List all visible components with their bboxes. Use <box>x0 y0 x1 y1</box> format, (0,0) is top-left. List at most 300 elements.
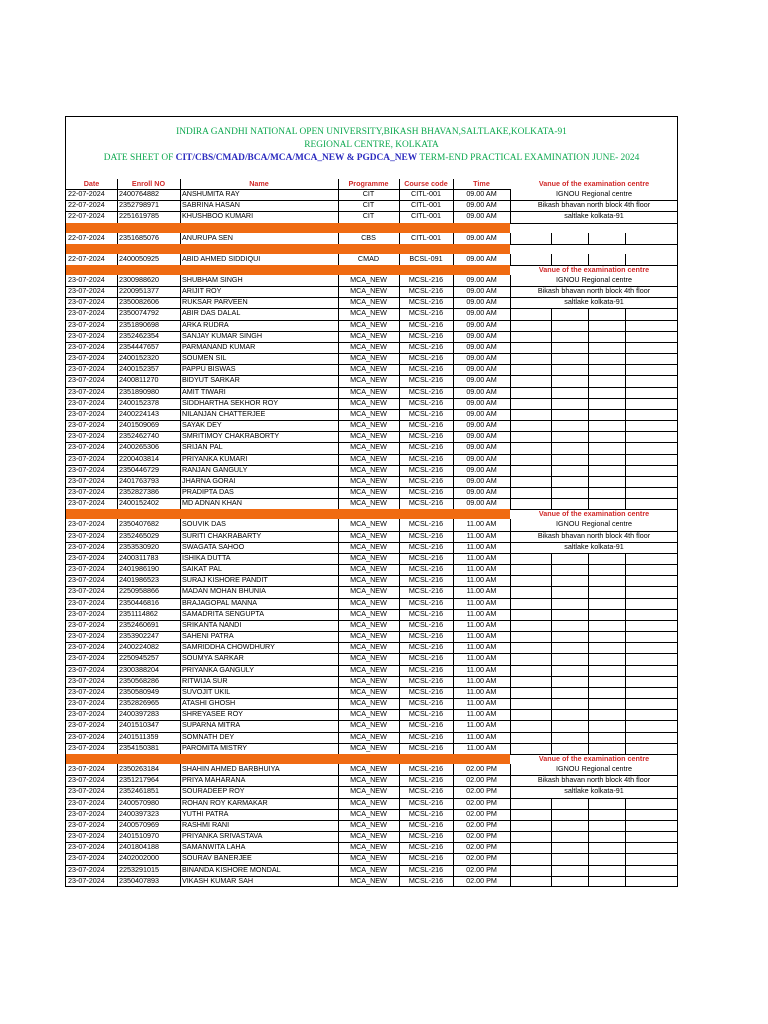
venue-grid-divider <box>551 487 552 498</box>
cell-programme: MCA_NEW <box>350 619 387 629</box>
cell-course-code: MCSL-216 <box>408 397 444 407</box>
cell-enroll-no: 2354447657 <box>119 341 159 351</box>
venue-grid-divider <box>588 720 589 731</box>
cell-name: ISHIKA DUTTA <box>182 552 231 562</box>
cell-date: 23-07-2024 <box>68 297 105 307</box>
venue-grid-divider <box>588 743 589 754</box>
column-divider <box>399 233 400 244</box>
cell-enroll-no: 2400152378 <box>119 397 159 407</box>
venue-grid-divider <box>551 642 552 653</box>
cell-enroll-no: 2350446816 <box>119 597 159 607</box>
cell-time: 09.00 AM <box>466 211 497 221</box>
cell-date: 23-07-2024 <box>68 653 105 663</box>
cell-time: 02.00 PM <box>466 763 497 773</box>
cell-name: ATASHI GHOSH <box>182 698 236 708</box>
cell-time: 09.00 AM <box>466 297 497 307</box>
venue-grid-divider <box>625 665 626 676</box>
cell-programme: MCA_NEW <box>350 375 387 385</box>
cell-course-code: MCSL-216 <box>408 608 444 618</box>
venue-grid-divider <box>625 420 626 431</box>
cell-course-code: MCSL-216 <box>408 709 444 719</box>
cell-course-code: MCSL-216 <box>408 775 444 785</box>
cell-date: 23-07-2024 <box>68 420 105 430</box>
venue-grid-divider <box>551 798 552 809</box>
cell-course-code: MCSL-216 <box>408 731 444 741</box>
column-header-name: Name <box>249 179 269 188</box>
column-divider <box>117 275 118 510</box>
venue-grid-divider <box>588 342 589 353</box>
venue-grid-divider <box>551 743 552 754</box>
venue-grid-divider <box>625 798 626 809</box>
cell-course-code: MCSL-216 <box>408 575 444 585</box>
cell-name: SURAJ KISHORE PANDIT <box>182 575 268 585</box>
venue-grid-divider <box>625 320 626 331</box>
column-divider <box>399 189 400 223</box>
cell-programme: MCA_NEW <box>350 831 387 840</box>
group-separator <box>66 223 510 233</box>
column-divider <box>453 764 454 887</box>
cell-programme: MCA_NEW <box>350 864 387 874</box>
cell-programme: MCA_NEW <box>350 330 387 340</box>
cell-date: 23-07-2024 <box>68 731 105 741</box>
cell-programme: MCA_NEW <box>350 475 387 485</box>
group-separator <box>66 509 510 519</box>
venue-grid-divider <box>625 653 626 664</box>
cell-name: SMRITIMOY CHAKRABORTY <box>182 431 280 441</box>
cell-time: 11.00 AM <box>466 731 497 741</box>
cell-date: 23-07-2024 <box>68 675 105 685</box>
cell-enroll-no: 2350263184 <box>119 763 159 773</box>
cell-enroll-no: 2400570969 <box>119 819 159 829</box>
venue-grid-divider <box>588 831 589 842</box>
cell-programme: MCA_NEW <box>350 775 387 785</box>
cell-programme: MCA_NEW <box>350 709 387 719</box>
cell-date: 22-07-2024 <box>68 232 105 242</box>
venue-grid-divider <box>588 698 589 709</box>
cell-programme: MCA_NEW <box>350 597 387 607</box>
cell-programme: MCA_NEW <box>350 487 387 497</box>
cell-time: 09.00 AM <box>466 286 497 296</box>
cell-date: 23-07-2024 <box>68 819 105 829</box>
venue-top-rule <box>510 244 678 245</box>
venue-grid-divider <box>588 465 589 476</box>
cell-date: 23-07-2024 <box>68 831 105 840</box>
venue-grid-divider <box>625 342 626 353</box>
cell-course-code: MCSL-216 <box>408 842 444 852</box>
venue-grid-divider <box>625 487 626 498</box>
cell-programme: MCA_NEW <box>350 341 387 351</box>
venue-grid-divider <box>588 398 589 409</box>
cell-date: 23-07-2024 <box>68 597 105 607</box>
cell-date: 23-07-2024 <box>68 487 105 497</box>
cell-time: 09.00 AM <box>466 308 497 318</box>
venue-line: IGNOU Regional centre <box>556 763 632 773</box>
cell-course-code: MCSL-216 <box>408 742 444 752</box>
venue-grid-divider <box>625 331 626 342</box>
cell-time: 11.00 AM <box>466 720 497 730</box>
university-title: INDIRA GANDHI NATIONAL OPEN UNIVERSITY,BIKASH BHAVAN,SALTLAKE,KOLKATA-91 <box>176 127 567 137</box>
column-divider <box>399 254 400 265</box>
cell-time: 11.00 AM <box>466 619 497 629</box>
cell-name: SOMNATH DEY <box>182 731 235 741</box>
cell-name: ARKA RUDRA <box>182 319 229 329</box>
column-header-course-code: Course code <box>404 179 448 188</box>
cell-time: 09.00 AM <box>466 353 497 363</box>
venue-grid-divider <box>588 809 589 820</box>
cell-enroll-no: 2350082606 <box>119 297 159 307</box>
cell-date: 23-07-2024 <box>68 475 105 485</box>
column-divider <box>338 275 339 510</box>
cell-date: 22-07-2024 <box>68 253 105 263</box>
cell-date: 23-07-2024 <box>68 575 105 585</box>
cell-time: 09.00 AM <box>466 253 497 263</box>
cell-programme: MCA_NEW <box>350 819 387 829</box>
cell-date: 23-07-2024 <box>68 519 105 529</box>
cell-name: SUPARNA MITRA <box>182 720 241 730</box>
venue-grid-divider <box>588 564 589 575</box>
venue-grid-divider <box>625 831 626 842</box>
cell-course-code: MCSL-216 <box>408 864 444 874</box>
cell-name: SOUVIK DAS <box>182 519 226 529</box>
cell-course-code: MCSL-216 <box>408 797 444 807</box>
cell-enroll-no: 2352827386 <box>119 487 159 497</box>
venue-grid-divider <box>551 331 552 342</box>
cell-date: 23-07-2024 <box>68 330 105 340</box>
venue-grid-divider <box>588 364 589 375</box>
cell-name: KHUSHBOO KUMARI <box>182 211 254 221</box>
cell-time: 11.00 AM <box>466 675 497 685</box>
venue-grid-divider <box>588 431 589 442</box>
venue-grid-divider <box>551 620 552 631</box>
venue-line: IGNOU Regional centre <box>556 274 632 284</box>
cell-name: BRAJAGOPAL MANNA <box>182 597 258 607</box>
venue-line: saltlake kolkata-91 <box>564 786 624 796</box>
cell-name: SANJAY KUMAR SINGH <box>182 330 263 340</box>
cell-date: 23-07-2024 <box>68 541 105 551</box>
cell-time: 02.00 PM <box>466 831 497 840</box>
cell-name: BINANDA KISHORE MONDAL <box>182 864 281 874</box>
column-divider <box>180 189 181 223</box>
cell-name: BIDYUT SARKAR <box>182 375 240 385</box>
venue-grid-divider <box>551 564 552 575</box>
column-divider <box>338 233 339 244</box>
cell-programme: MCA_NEW <box>350 763 387 773</box>
cell-enroll-no: 2400224082 <box>119 642 159 652</box>
cell-programme: MCA_NEW <box>350 386 387 396</box>
cell-time: 09.00 AM <box>466 189 497 198</box>
column-divider <box>510 519 511 754</box>
venue-grid-divider <box>625 620 626 631</box>
venue-grid-divider <box>551 676 552 687</box>
cell-course-code: MCSL-216 <box>408 319 444 329</box>
venue-grid-divider <box>625 431 626 442</box>
venue-grid-divider <box>551 732 552 743</box>
venue-heading: Vanue of the examination centre <box>538 264 650 274</box>
venue-grid-divider <box>625 865 626 876</box>
cell-time: 09.00 AM <box>466 442 497 452</box>
venue-grid-divider <box>588 798 589 809</box>
cell-date: 23-07-2024 <box>68 642 105 652</box>
cell-name: SHREYASEE ROY <box>182 709 243 719</box>
venue-grid-divider <box>588 487 589 498</box>
venue-grid-divider <box>551 709 552 720</box>
cell-course-code: MCSL-216 <box>408 853 444 863</box>
cell-enroll-no: 2351890980 <box>119 386 159 396</box>
venue-grid-divider <box>551 353 552 364</box>
cell-name: SHAHIN AHMED BARBHUIYA <box>182 763 280 773</box>
cell-course-code: MCSL-216 <box>408 530 444 540</box>
cell-programme: MCA_NEW <box>350 519 387 529</box>
cell-course-code: MCSL-216 <box>408 375 444 385</box>
cell-programme: MCA_NEW <box>350 642 387 652</box>
venue-grid-divider <box>625 598 626 609</box>
cell-date: 23-07-2024 <box>68 274 105 284</box>
cell-time: 09.00 AM <box>466 498 497 508</box>
cell-course-code: CITL-001 <box>411 232 441 242</box>
venue-grid-divider <box>625 254 626 265</box>
cell-enroll-no: 2400152357 <box>119 364 159 374</box>
venue-grid-divider <box>551 420 552 431</box>
cell-course-code: MCSL-216 <box>408 519 444 529</box>
cell-time: 11.00 AM <box>466 552 497 562</box>
cell-course-code: MCSL-216 <box>408 642 444 652</box>
cell-name: PRIYANKA SRIVASTAVA <box>182 831 263 840</box>
column-divider <box>117 254 118 265</box>
cell-enroll-no: 2401509069 <box>119 420 159 430</box>
venue-grid-divider <box>625 809 626 820</box>
cell-time: 11.00 AM <box>466 686 497 696</box>
cell-programme: CIT <box>362 200 375 210</box>
cell-name: MD ADNAN KHAN <box>182 498 242 508</box>
cell-date: 23-07-2024 <box>68 664 105 674</box>
cell-time: 11.00 AM <box>466 742 497 752</box>
cell-programme: MCA_NEW <box>350 575 387 585</box>
cell-time: 11.00 AM <box>466 653 497 663</box>
cell-name: SAHENI PATRA <box>182 631 234 641</box>
cell-programme: MCA_NEW <box>350 842 387 852</box>
cell-programme: MCA_NEW <box>350 274 387 284</box>
venue-line: Bikash bhavan north block 4th floor <box>537 530 651 540</box>
cell-date: 23-07-2024 <box>68 608 105 618</box>
cell-date: 23-07-2024 <box>68 375 105 385</box>
venue-grid-divider <box>588 442 589 453</box>
column-divider <box>453 254 454 265</box>
cell-time: 11.00 AM <box>466 564 497 574</box>
venue-grid-divider <box>551 364 552 375</box>
cell-programme: MCA_NEW <box>350 431 387 441</box>
venue-grid-divider <box>625 498 626 509</box>
cell-time: 11.00 AM <box>466 519 497 529</box>
cell-course-code: BCSL-091 <box>409 253 443 263</box>
venue-grid-divider <box>588 732 589 743</box>
venue-grid-divider <box>588 320 589 331</box>
venue-grid-divider <box>625 743 626 754</box>
column-divider <box>338 764 339 887</box>
column-divider <box>453 189 454 223</box>
cell-date: 23-07-2024 <box>68 786 105 796</box>
column-divider <box>180 254 181 265</box>
venue-grid-divider <box>625 387 626 398</box>
cell-programme: MCA_NEW <box>350 875 387 885</box>
cell-time: 09.00 AM <box>466 330 497 340</box>
cell-programme: MCA_NEW <box>350 408 387 418</box>
cell-enroll-no: 2400570980 <box>119 797 159 807</box>
cell-programme: MCA_NEW <box>350 297 387 307</box>
cell-enroll-no: 2352465029 <box>119 530 159 540</box>
cell-name: SAYAK DEY <box>182 420 222 430</box>
cell-date: 23-07-2024 <box>68 842 105 852</box>
date-sheet-title: DATE SHEET OF CIT/CBS/CMAD/BCA/MCA/MCA_NEW & PGDCA_NEW TERM-END PRACTICAL EXAMINATION JUNE- 2024 <box>103 153 640 163</box>
cell-name: MADAN MOHAN BHUNIA <box>182 586 266 596</box>
cell-course-code: MCSL-216 <box>408 431 444 441</box>
cell-name: SHUBHAM SINGH <box>182 274 243 284</box>
venue-grid-divider <box>625 820 626 831</box>
cell-name: PAPPU BISWAS <box>182 364 236 374</box>
venue-grid-divider <box>551 720 552 731</box>
cell-time: 09.00 AM <box>466 232 497 242</box>
header-divider <box>338 179 339 189</box>
cell-programme: MCA_NEW <box>350 308 387 318</box>
cell-name: NILANJAN CHATTERJEE <box>182 408 266 418</box>
venue-grid-divider <box>625 442 626 453</box>
venue-grid-divider <box>625 233 626 244</box>
cell-name: ANSHUMITA RAY <box>182 189 240 198</box>
cell-date: 23-07-2024 <box>68 364 105 374</box>
date-sheet-document <box>65 116 678 887</box>
cell-name: SOUMEN SIL <box>182 353 227 363</box>
venue-grid-divider <box>551 831 552 842</box>
document-header <box>66 117 677 179</box>
cell-programme: MCA_NEW <box>350 364 387 374</box>
venue-grid-divider <box>551 586 552 597</box>
cell-programme: MCA_NEW <box>350 653 387 663</box>
venue-grid-divider <box>551 233 552 244</box>
cell-time: 02.00 PM <box>466 864 497 874</box>
cell-name: PRIYA MAHARANA <box>182 775 246 785</box>
cell-date: 23-07-2024 <box>68 586 105 596</box>
column-divider <box>180 233 181 244</box>
venue-grid-divider <box>625 476 626 487</box>
cell-time: 02.00 PM <box>466 797 497 807</box>
cell-time: 09.00 AM <box>466 408 497 418</box>
venue-grid-divider <box>588 454 589 465</box>
column-divider <box>117 233 118 244</box>
venue-grid-divider <box>551 409 552 420</box>
cell-enroll-no: 2350446729 <box>119 464 159 474</box>
cell-course-code: MCSL-216 <box>408 675 444 685</box>
cell-course-code: MCSL-216 <box>408 308 444 318</box>
cell-enroll-no: 2352460691 <box>119 619 159 629</box>
column-header-row <box>66 179 677 189</box>
cell-time: 11.00 AM <box>466 541 497 551</box>
venue-grid-divider <box>551 809 552 820</box>
column-divider <box>453 275 454 510</box>
venue-grid-divider <box>551 575 552 586</box>
column-divider <box>180 519 181 754</box>
cell-programme: MCA_NEW <box>350 786 387 796</box>
venue-grid-divider <box>625 353 626 364</box>
venue-line: saltlake kolkata-91 <box>564 297 624 307</box>
cell-programme: MCA_NEW <box>350 453 387 463</box>
cell-course-code: CITL-001 <box>411 211 441 221</box>
cell-course-code: MCSL-216 <box>408 720 444 730</box>
cell-enroll-no: 2354150381 <box>119 742 159 752</box>
column-divider <box>510 254 511 265</box>
venue-grid-divider <box>551 865 552 876</box>
cell-course-code: MCSL-216 <box>408 487 444 497</box>
venue-grid-divider <box>551 476 552 487</box>
cell-name: SRIKANTA NANDI <box>182 619 242 629</box>
cell-programme: MCA_NEW <box>350 731 387 741</box>
venue-grid-divider <box>588 653 589 664</box>
column-divider <box>399 275 400 510</box>
cell-time: 09.00 AM <box>466 364 497 374</box>
cell-date: 23-07-2024 <box>68 709 105 719</box>
venue-grid-divider <box>625 308 626 319</box>
cell-enroll-no: 2400050925 <box>119 253 159 263</box>
venue-grid-divider <box>588 609 589 620</box>
cell-name: SAIKAT PAL <box>182 564 222 574</box>
venue-grid-divider <box>625 876 626 887</box>
venue-grid-divider <box>551 653 552 664</box>
venue-grid-divider <box>551 431 552 442</box>
cell-programme: MCA_NEW <box>350 319 387 329</box>
venue-grid-divider <box>551 820 552 831</box>
cell-name: RANJAN GANGULY <box>182 464 248 474</box>
cell-enroll-no: 2401511359 <box>119 731 159 741</box>
cell-date: 23-07-2024 <box>68 720 105 730</box>
cell-course-code: MCSL-216 <box>408 274 444 284</box>
venue-grid-divider <box>551 454 552 465</box>
cell-enroll-no: 2253291015 <box>119 864 159 874</box>
venue-line: saltlake kolkata-91 <box>564 211 624 221</box>
venue-grid-divider <box>551 398 552 409</box>
venue-grid-divider <box>588 575 589 586</box>
cell-enroll-no: 2352826965 <box>119 698 159 708</box>
cell-date: 23-07-2024 <box>68 431 105 441</box>
column-header-programme: Programme <box>348 179 389 188</box>
cell-date: 23-07-2024 <box>68 453 105 463</box>
cell-programme: MCA_NEW <box>350 853 387 863</box>
cell-enroll-no: 2401986190 <box>119 564 159 574</box>
venue-grid-divider <box>588 865 589 876</box>
cell-enroll-no: 2351217964 <box>119 775 159 785</box>
cell-enroll-no: 2400311783 <box>119 552 159 562</box>
cell-course-code: MCSL-216 <box>408 386 444 396</box>
cell-name: PARMANAND KUMAR <box>182 341 256 351</box>
cell-name: VIKASH KUMAR SAH <box>182 875 254 885</box>
cell-enroll-no: 2350407682 <box>119 519 159 529</box>
venue-grid-divider <box>551 687 552 698</box>
cell-enroll-no: 2351685076 <box>119 232 159 242</box>
venue-grid-divider <box>551 853 552 864</box>
venue-grid-divider <box>625 575 626 586</box>
venue-grid-divider <box>588 308 589 319</box>
venue-grid-divider <box>588 687 589 698</box>
cell-programme: MCA_NEW <box>350 631 387 641</box>
cell-enroll-no: 2251619785 <box>119 211 159 221</box>
cell-programme: MCA_NEW <box>350 397 387 407</box>
venue-grid-divider <box>625 720 626 731</box>
cell-course-code: MCSL-216 <box>408 763 444 773</box>
venue-grid-divider <box>551 598 552 609</box>
column-divider <box>453 233 454 244</box>
cell-enroll-no: 2401510970 <box>119 831 159 840</box>
venue-grid-divider <box>625 398 626 409</box>
venue-heading: Vanue of the examination centre <box>538 753 650 763</box>
cell-date: 23-07-2024 <box>68 353 105 363</box>
cell-time: 11.00 AM <box>466 709 497 719</box>
